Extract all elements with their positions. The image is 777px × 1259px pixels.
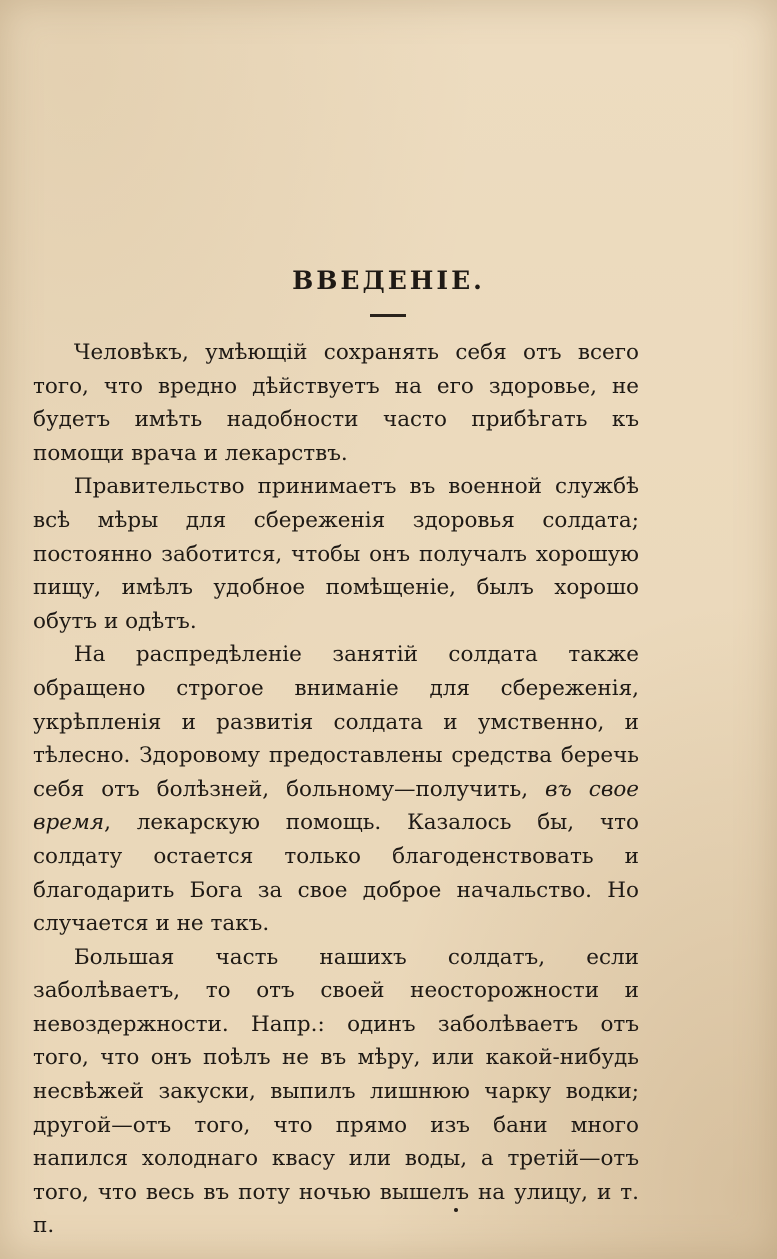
paragraph-2: Правительство принимаетъ въ военной службѣ всѣ мѣры для сбереженія здоровья солдата; постоянно заботится, чтобы онъ получалъ хорошую пищу, имѣлъ удобное помѣщеніе, былъ хорошо обутъ и одѣтъ.	[33, 474, 639, 634]
body-text	[33, 336, 639, 1243]
chapter-title: ВВЕДЕНІЕ.	[292, 266, 485, 295]
page-mark	[454, 1208, 458, 1212]
paragraph-4: Большая часть нашихъ солдатъ, если заболѣваетъ, то отъ своей неосторожности и невоздержности. Напр.: одинъ заболѣваетъ отъ того, что онъ поѣлъ не въ мѣру, или какой-нибудь несвѣжей закуски, выпилъ лишнюю чарку водки; другой—отъ того, что прямо изъ бани много напился холоднаго квасу или воды, а третій—отъ того, что весь въ поту ночью вышелъ на улицу, и т. п.	[33, 944, 639, 1239]
paragraph-3	[33, 638, 639, 940]
paragraph-1: Человѣкъ, умѣющій сохранять себя отъ всего того, что вредно дѣйствуетъ на его здоровье, не будетъ имѣть надобности часто прибѣгать къ помощи врача и лекарствъ.	[33, 340, 639, 466]
paragraph-3-part-1: На распредѣленіе занятій солдата также обращено строгое вниманіе для сбереженія, укрѣпленія и развитія солдата и умственно, и тѣлесно. Здоровому предоставлены средства беречь себя отъ болѣзней, больному—получить,	[33, 642, 639, 802]
paragraph-3-part-2: , лекарскую помощь. Казалось бы, что солдату остается только благоденствовать и благодарить Бога за свое доброе начальство. Но случается и не такъ.	[33, 810, 639, 937]
title-rule	[370, 314, 406, 317]
paragraph-3-emphasis: въ свое время	[33, 776, 639, 836]
